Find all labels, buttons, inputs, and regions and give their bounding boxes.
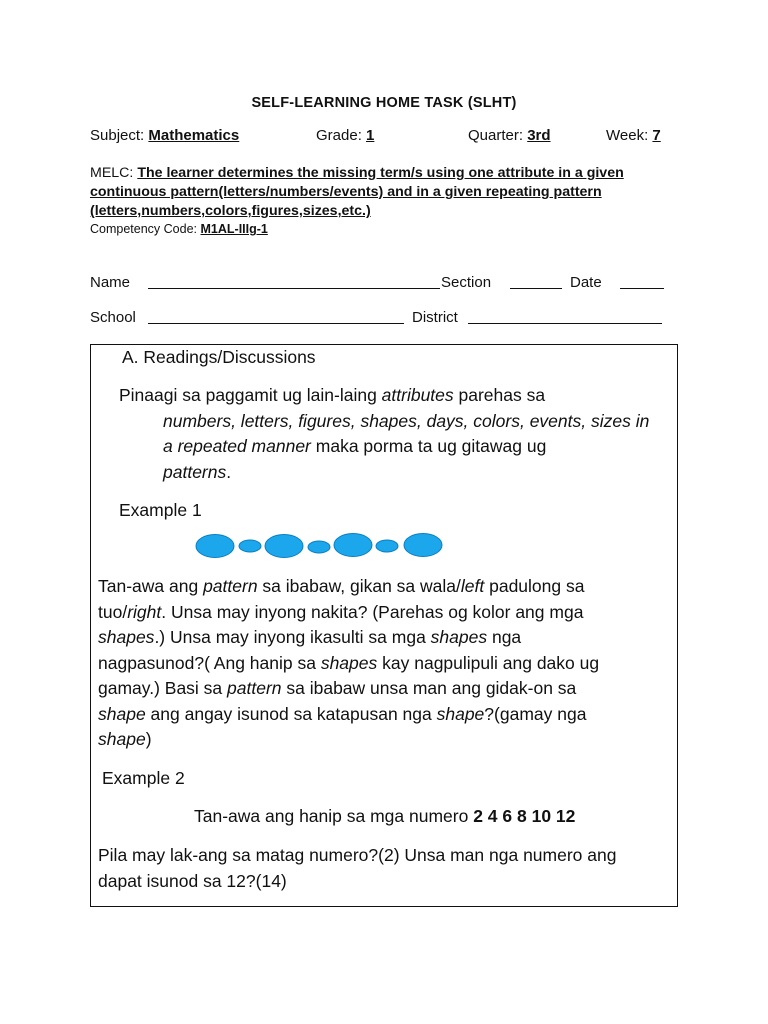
- example-2-sequence: Tan-awa ang hanip sa mga numero 2 4 6 8 10 12: [194, 806, 576, 826]
- large-oval-shape: [404, 534, 442, 557]
- week-field: [606, 127, 661, 144]
- paragraph-example-1: Tan-awa ang pattern sa ibabaw, gikan sa wala/left padulong sa tuo/right. Unsa may inyong nakita? (Parehas og kolor ang mga shapes.) Unsa may inyong ikasulti sa mga shapes nga nagpasunod?( Ang hanip sa shapes kay nagpulipuli ang dako ug gamay.) Basi sa pattern sa ibabaw unsa man ang gidak-on sa shape ang angay isunod sa katapusan nga shape?(gamay nga shape): [98, 576, 600, 749]
- subject-value: Mathematics: [148, 127, 240, 144]
- large-oval-shape: [334, 534, 372, 557]
- melc-line-1: MELC: The learner determines the missing term/s using one attribute in a given: [90, 165, 624, 181]
- small-oval-shape: [376, 540, 398, 552]
- quarter-value: 3rd: [527, 127, 551, 144]
- example-2-label: Example 2: [102, 768, 185, 788]
- small-oval-shape: [308, 541, 330, 553]
- subject-label: Subject:: [90, 127, 145, 144]
- large-oval-shape: [265, 535, 303, 558]
- week-label: Week:: [606, 127, 649, 144]
- school-label: School: [90, 309, 136, 326]
- week-value: 7: [652, 127, 661, 144]
- small-oval-shape: [239, 540, 261, 552]
- competency-code: [90, 222, 268, 236]
- name-label: Name: [90, 274, 131, 291]
- section-heading: A. Readings/Discussions: [122, 347, 316, 367]
- paragraph-example-2: Pila may lak-ang sa matag numero?(2) Unsa man nga numero ang dapat isunod sa 12?(14): [98, 845, 617, 891]
- document-title: SELF-LEARNING HOME TASK (SLHT): [251, 95, 517, 111]
- pattern-shapes: [195, 531, 447, 561]
- date-blank[interactable]: [620, 274, 664, 289]
- example-1-label: Example 1: [119, 500, 202, 520]
- quarter-label: Quarter:: [468, 127, 524, 144]
- melc-line-2: continuous pattern(letters/numbers/events) and in a given repeating pattern: [90, 184, 602, 200]
- large-oval-shape: [196, 535, 234, 558]
- name-blank[interactable]: [148, 274, 440, 289]
- meta-row: [90, 127, 690, 147]
- date-label: Date: [570, 274, 602, 291]
- competency-value: M1AL-IIIg-1: [200, 222, 268, 236]
- section-label: Section: [441, 274, 492, 291]
- district-label: District: [412, 309, 458, 326]
- name-row: [90, 274, 670, 294]
- competency-label: Competency Code:: [90, 222, 198, 236]
- number-sequence: 2 4 6 8 10 12: [473, 806, 576, 826]
- subject-field: [90, 127, 239, 144]
- melc-block: [90, 164, 680, 221]
- paragraph-intro: Pinaagi sa paggamit ug lain-laing attributes parehas sa numbers, letters, figures, shapes, days, colors, events, sizes in a repeated manner maka porma ta ug gitawag ug patterns.: [119, 385, 650, 482]
- district-blank[interactable]: [468, 309, 662, 324]
- grade-label: Grade:: [316, 127, 362, 144]
- school-row: [90, 309, 670, 329]
- readings-box: [90, 344, 678, 907]
- grade-field: [316, 127, 374, 144]
- melc-label: MELC:: [90, 165, 134, 181]
- quarter-field: [468, 127, 551, 144]
- section-blank[interactable]: [510, 274, 562, 289]
- melc-line-3: (letters,numbers,colors,figures,sizes,etc.): [90, 203, 371, 219]
- grade-value: 1: [366, 127, 375, 144]
- school-blank[interactable]: [148, 309, 404, 324]
